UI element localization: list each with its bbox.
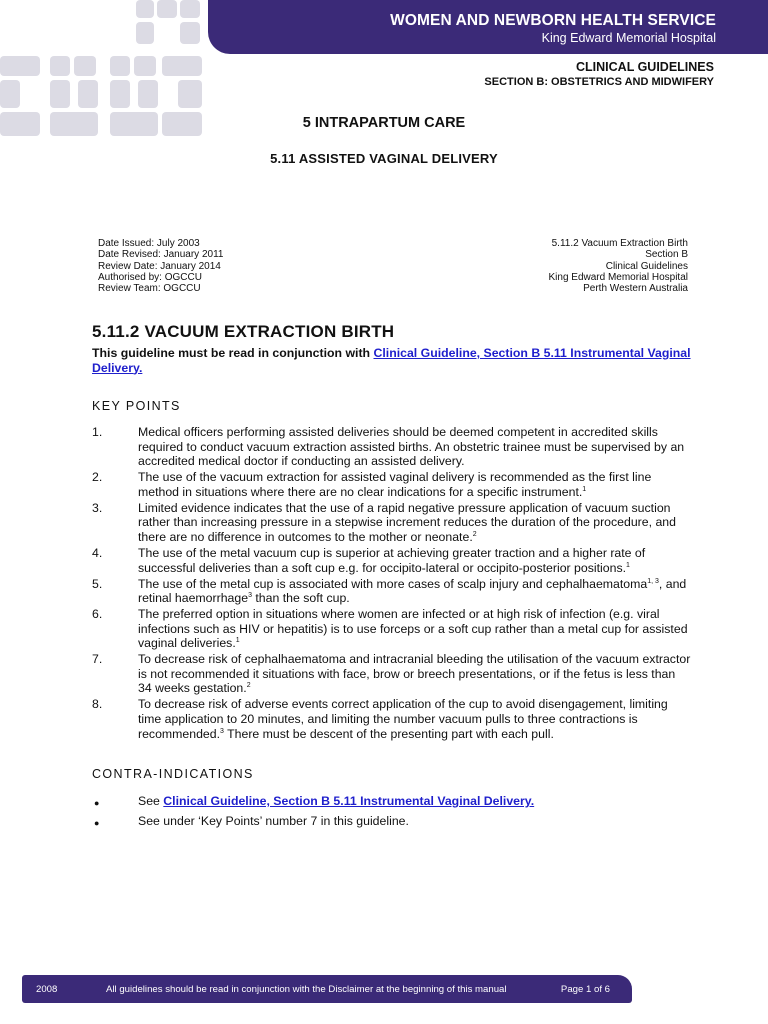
section-title: 5.11 ASSISTED VAGINAL DELIVERY (270, 151, 498, 166)
list-item (92, 697, 692, 741)
meta-review-team: Review Team: OGCCU (98, 283, 201, 295)
contra-indications-heading: CONTRA-INDICATIONS (92, 767, 254, 781)
item-number: 6. (92, 607, 103, 622)
list-item (92, 546, 692, 575)
guidelines-heading (484, 60, 714, 88)
meta-review-date: Review Date: January 2014 (98, 260, 221, 272)
key-points-list (92, 425, 692, 743)
document-metadata (98, 238, 223, 294)
citation: 3 (248, 592, 252, 600)
item-number: 8. (92, 697, 103, 712)
item-text: The preferred option in situations where women are infected or at high risk of infection (e.g. viral infections such as HIV or hepatitis) is to use forceps or a soft cup rather than a metal cup for assisted vaginal deliveries.$^1$ (138, 607, 688, 651)
list-item (92, 425, 692, 469)
meta-authorised-by: Authorised by: OGCCU (98, 271, 202, 283)
intro-guideline-link[interactable]: Clinical Guideline, Section B 5.11 Instrumental Vaginal Delivery. (92, 346, 691, 375)
intro-text: This guideline must be read in conjunction with (92, 346, 374, 360)
list-item (92, 814, 692, 831)
item-text: Medical officers performing assisted deliveries should be deemed competent in accredited skills required to conduct vacuum extraction assisted births. An obstetric trainee must be supervised by an accredited medical doctor if conducting an assisted delivery. (138, 425, 685, 469)
ref-section: Section B (645, 249, 688, 261)
list-item (92, 652, 692, 696)
ref-hospital: King Edward Memorial Hospital (548, 271, 688, 283)
item-text: Limited evidence indicates that the use of a rapid negative pressure application of vacuum suction rather than increasing pressure in a stepwise increment reduces the duration of the procedure, and there are no difference in outcomes to the mother or neonate.$^2$ (138, 500, 676, 544)
meta-date-revised: Date Revised: January 2011 (98, 249, 224, 261)
bullet-icon: ● (94, 798, 100, 808)
citation: 2 (246, 682, 251, 690)
document-title: 5.11.2 VACUUM EXTRACTION BIRTH (92, 322, 395, 341)
chapter-title: 5 INTRAPARTUM CARE (302, 115, 466, 131)
item-text: To decrease risk of cephalhaematoma and intracranial bleeding the utilisation of the vacuum extractor is not recommended it situations with face, brow or breech presentations, or if the fetus is less than 34 weeks gestation.$^2$ (138, 652, 691, 696)
citation: 1, 3 (647, 577, 659, 585)
page-number: Page 1 of 6 (560, 983, 610, 995)
list-item (92, 470, 692, 499)
citation: 1 (582, 485, 587, 493)
item-number: 1. (92, 425, 103, 439)
item-number: 7. (92, 652, 103, 667)
item-text: See under ‘Key Points’ number 7 in this guideline. (138, 813, 409, 828)
clinical-guidelines-label: CLINICAL GUIDELINES (576, 60, 714, 74)
citation: 1 (235, 637, 240, 645)
item-text: The use of the metal vacuum cup is superior at achieving greater traction and a higher rate of successful deliveries than a soft cup e.g. for occipito-lateral or occipito-posterior positions.$^1$ (138, 545, 646, 575)
ref-guideline: 5.11.2 Vacuum Extraction Birth (551, 238, 688, 249)
item-number: 5. (92, 576, 103, 591)
footer-year: 2008 (36, 983, 58, 995)
ref-location: Perth Western Australia (583, 283, 688, 295)
list-item (92, 577, 692, 606)
footer-disclaimer: All guidelines should be read in conjunction with the Disclaimer at the beginning of this manual (106, 983, 507, 995)
item-number: 4. (92, 545, 103, 560)
contra-guideline-link[interactable]: Clinical Guideline, Section B 5.11 Instrumental Vaginal Delivery. (163, 794, 535, 808)
bullet-icon: ● (94, 817, 100, 828)
header-banner (208, 0, 768, 54)
key-points-heading: KEY POINTS (92, 399, 181, 413)
ref-clinical-guidelines: Clinical Guidelines (605, 260, 688, 272)
item-text: The use of the metal cup is associated with more cases of scalp injury and cephalhaematoma$^{1, 3}$, and retinal haemorrhage$^3$ than the soft cup. (138, 576, 687, 606)
section-label: SECTION B: OBSTETRICS AND MIDWIFERY (484, 76, 714, 88)
contra-indications-list (92, 794, 692, 833)
list-item (92, 794, 692, 811)
item-number: 3. (92, 500, 103, 515)
organisation-name: WOMEN AND NEWBORN HEALTH SERVICE (390, 12, 716, 29)
list-item (92, 607, 692, 651)
item-text: See Clinical Guideline, Section B 5.11 Instrumental Vaginal Delivery. (138, 794, 535, 808)
item-text: The use of the vacuum extraction for assisted vaginal delivery is recommended as the first line method in situations where there are no clear indications for a specific instrument.$^1$ (138, 470, 652, 499)
hospital-name: King Edward Memorial Hospital (541, 31, 716, 45)
intro-paragraph (92, 346, 692, 375)
meta-date-issued: Date Issued: July 2003 (98, 238, 200, 249)
item-number: 2. (92, 470, 103, 485)
citation: 2 (472, 530, 477, 538)
page-footer (22, 975, 632, 1003)
document-reference (548, 238, 688, 294)
citation: 1 (626, 561, 630, 569)
list-item (92, 501, 692, 545)
citation: 3 (220, 727, 224, 735)
item-text: To decrease risk of adverse events correct application of the cup to avoid disengagement, limiting time application to 20 minutes, and limiting the number vacuum pulls to three contractions is recommended.$^3$ There must be descent of the presenting part with each pull. (138, 697, 668, 741)
